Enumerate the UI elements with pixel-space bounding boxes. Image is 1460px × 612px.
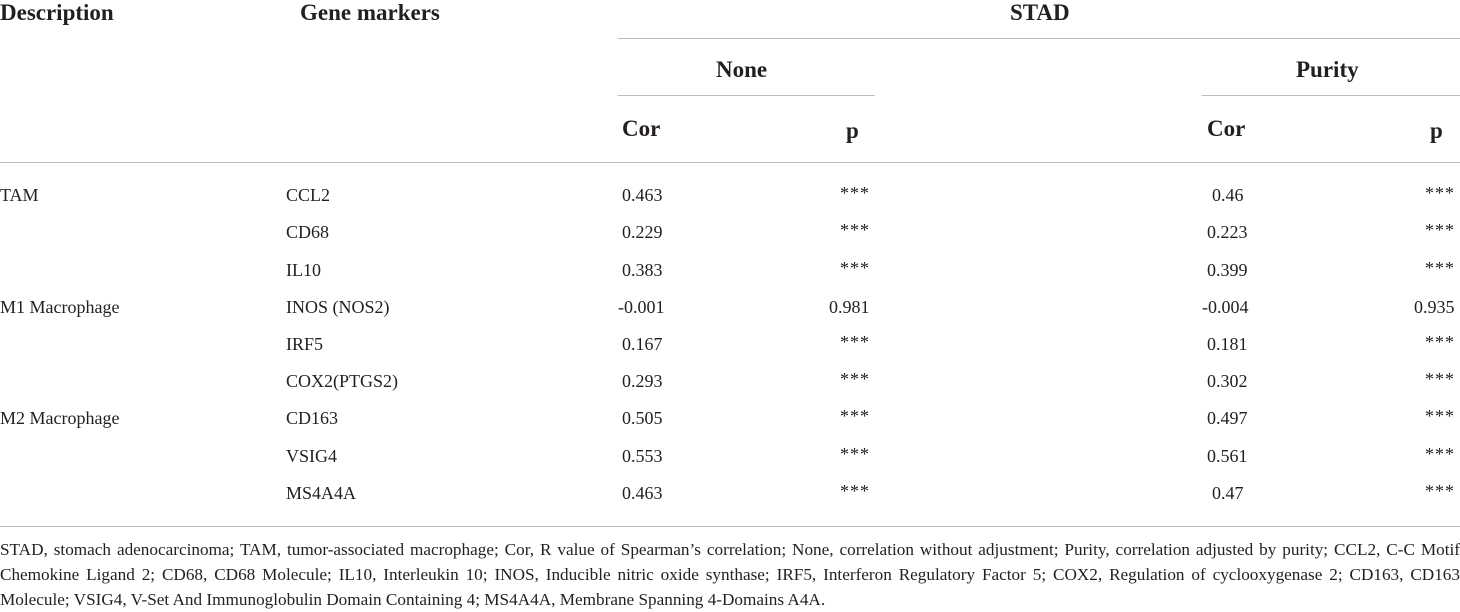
cell-purity-cor: 0.223 [1207, 222, 1248, 242]
cell-marker: CD68 [286, 222, 330, 242]
cell-none-p: *** [840, 369, 870, 389]
cell-purity-p: *** [1425, 481, 1455, 501]
cell-marker: MS4A4A [286, 483, 357, 503]
cell-purity-p: *** [1425, 220, 1455, 240]
cell-purity-cor: 0.561 [1207, 446, 1248, 466]
cell-description: M2 Macrophage [0, 408, 120, 428]
cell-description: TAM [0, 185, 39, 205]
rule-header-bottom [0, 162, 1460, 163]
cell-none-p: *** [840, 220, 870, 240]
cell-none-cor: 0.383 [622, 260, 663, 280]
cell-marker: IRF5 [286, 334, 324, 354]
cell-marker: VSIG4 [286, 446, 338, 466]
cell-marker: IL10 [286, 260, 321, 280]
cell-purity-cor: 0.47 [1212, 483, 1244, 503]
header-description: Description [0, 0, 114, 25]
cell-none-p: *** [840, 481, 870, 501]
cell-purity-p: *** [1425, 332, 1455, 352]
header-purity: Purity [1296, 57, 1359, 82]
rule-table-bottom [0, 526, 1460, 527]
cell-none-cor: 0.553 [622, 446, 663, 466]
header-none-cor: Cor [622, 116, 661, 141]
cell-marker: COX2(PTGS2) [286, 371, 399, 391]
header-gene-markers: Gene markers [300, 0, 440, 25]
cell-purity-cor: 0.399 [1207, 260, 1248, 280]
cell-marker: INOS (NOS2) [286, 297, 390, 317]
rule-purity [1202, 95, 1460, 96]
cell-none-p: *** [840, 183, 870, 203]
rule-none [618, 95, 875, 96]
cell-purity-cor: 0.302 [1207, 371, 1248, 391]
cell-purity-p: *** [1425, 183, 1455, 203]
rule-stad [618, 38, 1460, 39]
cell-none-p: *** [840, 444, 870, 464]
cell-description: M1 Macrophage [0, 297, 120, 317]
cell-purity-p: 0.935 [1414, 297, 1455, 317]
cell-purity-cor: 0.46 [1212, 185, 1244, 205]
cell-purity-p: *** [1425, 406, 1455, 426]
cell-purity-cor: 0.181 [1207, 334, 1248, 354]
header-purity-cor: Cor [1207, 116, 1246, 141]
cell-none-cor: 0.293 [622, 371, 663, 391]
cell-marker: CD163 [286, 408, 339, 428]
cell-none-cor: -0.001 [618, 297, 665, 317]
header-purity-p: p [1430, 118, 1443, 143]
cell-none-cor: 0.463 [622, 185, 663, 205]
cell-purity-cor: -0.004 [1202, 297, 1249, 317]
cell-none-cor: 0.463 [622, 483, 663, 503]
cell-purity-p: *** [1425, 369, 1455, 389]
table-footnote: STAD, stomach adenocarcinoma; TAM, tumor-associated macrophage; Cor, R value of Spearman’s correlation; None, correlation without adjustment; Purity, correlation adjusted by purity; CCL2, C-C Motif Chemokine Ligand 2; CD68, CD68 Molecule; IL10, Interleukin 10; INOS, Inducible nitric oxide synthase; IRF5, Interferon Regulatory Factor 5; COX2, Regulation of cyclooxygenase 2; CD163, CD163 Molecule; VSIG4, V-Set And Immunoglobulin Domain Containing 4; MS4A4A, Membrane Spanning 4-Domains A4A. [0, 540, 1460, 609]
cell-none-p: *** [840, 406, 870, 426]
cell-marker: CCL2 [286, 185, 331, 205]
cell-none-p: *** [840, 332, 870, 352]
cell-none-p: 0.981 [829, 297, 870, 317]
cell-none-cor: 0.229 [622, 222, 663, 242]
cell-purity-p: *** [1425, 258, 1455, 278]
cell-none-cor: 0.505 [622, 408, 663, 428]
header-none: None [716, 57, 768, 82]
cell-none-cor: 0.167 [622, 334, 663, 354]
cell-purity-cor: 0.497 [1207, 408, 1248, 428]
cell-none-p: *** [840, 258, 870, 278]
cell-purity-p: *** [1425, 444, 1455, 464]
header-stad: STAD [1010, 0, 1070, 25]
header-none-p: p [846, 118, 859, 143]
